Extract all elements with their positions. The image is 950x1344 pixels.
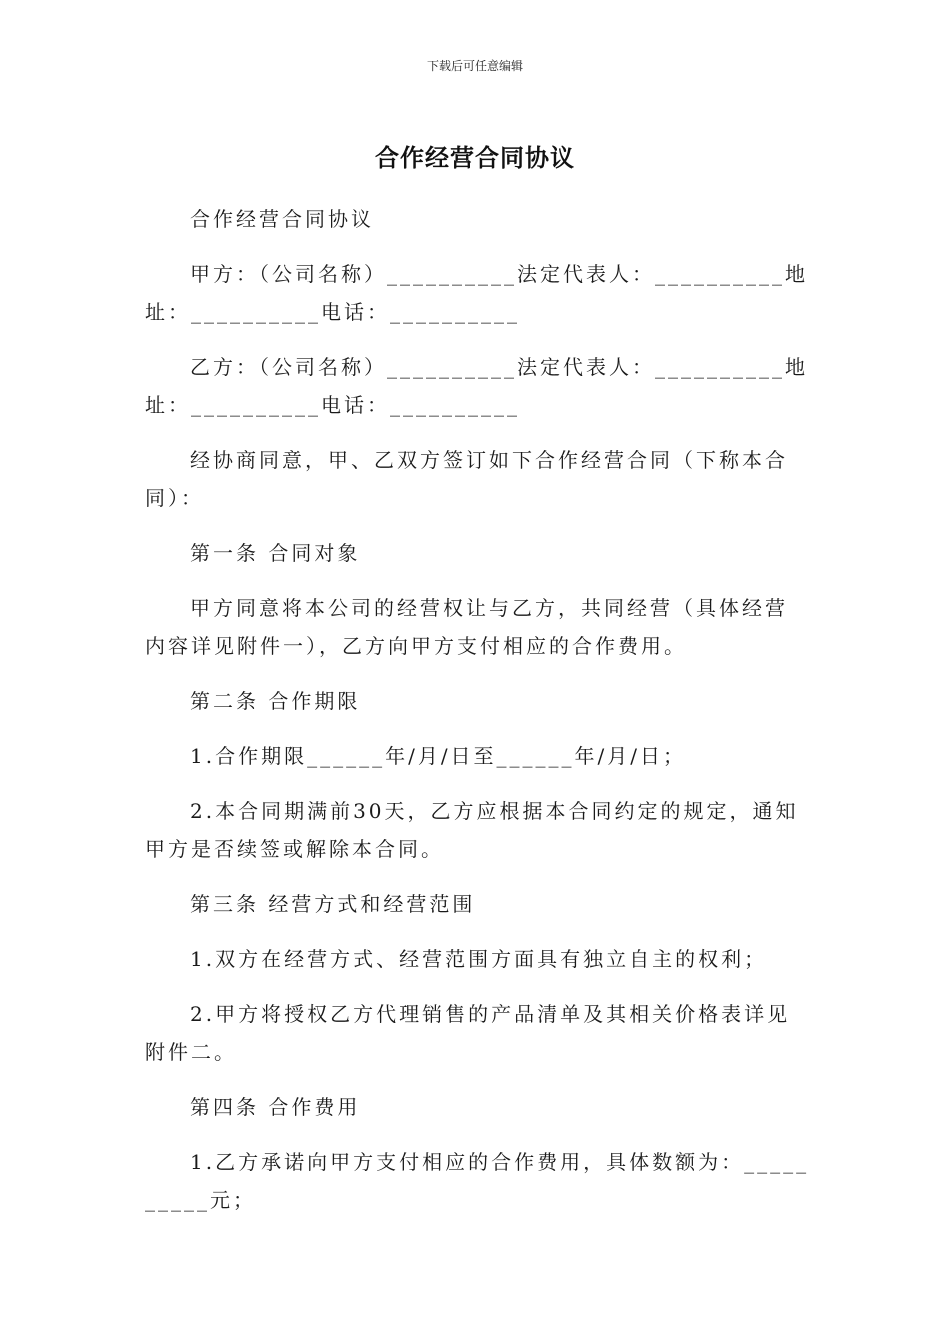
paragraph-party-a: 甲方：（公司名称）__________法定代表人：__________地址：__________电话：__________ [145,262,808,324]
article-3-heading: 第三条 经营方式和经营范围 [190,892,476,916]
document-title: 合作经营合同协议 [375,144,575,172]
paragraph-preamble: 经协商同意，甲、乙双方签订如下合作经营合同（下称本合同）： [145,448,788,510]
article-2-item-1: 1.合作期限______年/月/日至______年/月/日； [190,744,687,768]
article-3-item-1: 1.双方在经营方式、经营范围方面具有独立自主的权利； [190,947,768,971]
article-2-heading: 第二条 合作期限 [190,689,361,713]
article-1-heading: 第一条 合同对象 [190,541,361,565]
article-4-item-1: 1.乙方承诺向甲方支付相应的合作费用，具体数额为：__________元； [145,1150,810,1212]
article-2-item-2: 2.本合同期满前30天，乙方应根据本合同约定的规定，通知甲方是否续签或解除本合同。 [145,799,799,861]
header-note: 下载后可任意编辑 [426,59,523,73]
article-1-text: 甲方同意将本公司的经营权让与乙方，共同经营（具体经营内容详见附件一），乙方向甲方支付相应的合作费用。 [145,596,788,658]
article-3-item-2: 2.甲方将授权乙方代理销售的产品清单及其相关价格表详见附件二。 [145,1002,791,1064]
document-body [145,200,810,1236]
article-4-heading: 第四条 合作费用 [190,1095,361,1119]
paragraph-subtitle: 合作经营合同协议 [190,207,374,231]
paragraph-party-b: 乙方：（公司名称）__________法定代表人：__________地址：__________电话：__________ [145,355,808,417]
